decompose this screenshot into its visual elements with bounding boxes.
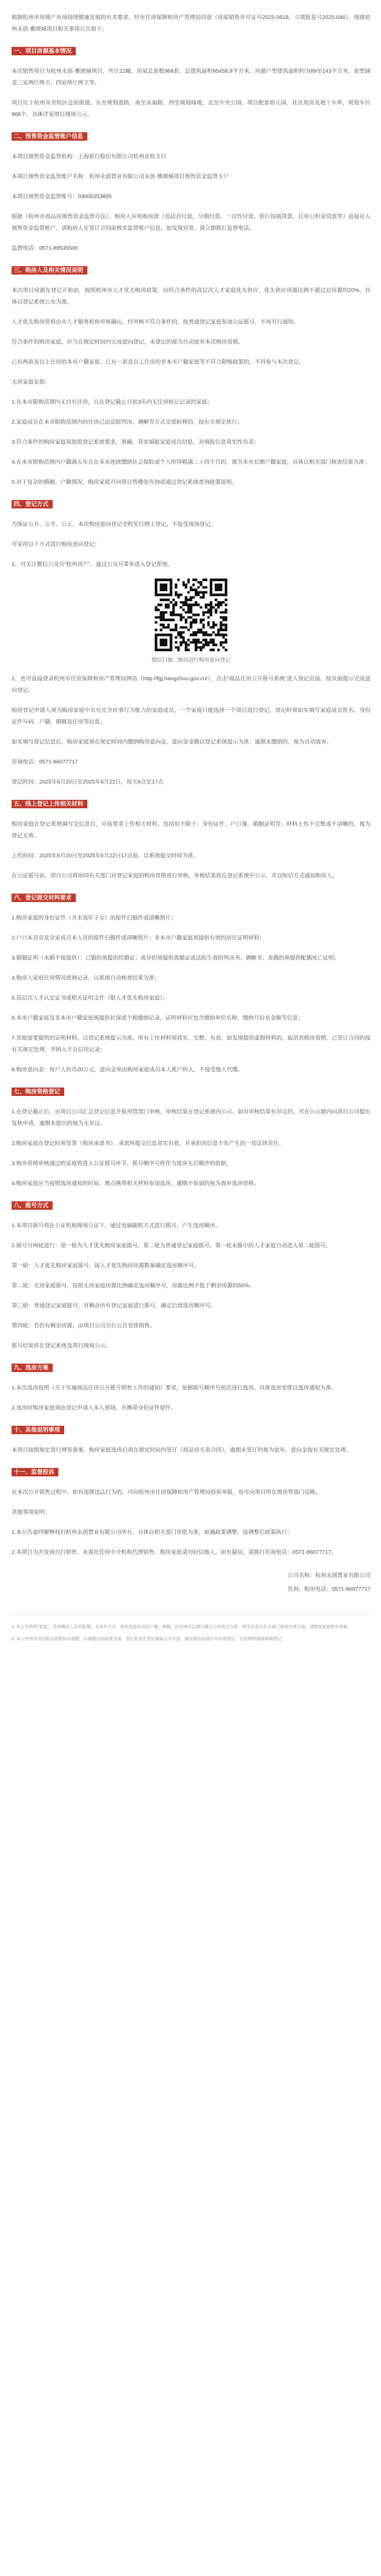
section-paragraph: 4.购房人家庭住房情况查询记录，以系统自动核查结果为准； bbox=[12, 975, 160, 981]
section-paragraph: 1.在登记截止后，由项目公司汇总登记信息并报房管部门审核，审核结果在登记系统内公示。如对审核结果有异议的，可在公示期内向项目公司提出复核申请，逾期未提出的视为无异议。 bbox=[12, 1109, 370, 1127]
section-paragraph: 第三轮：普通登记家庭摇号，对剩余所有登记家庭进行摇号，确定后续选房顺序号。 bbox=[12, 1302, 216, 1309]
section-paragraph: 其他事项说明： bbox=[12, 1509, 51, 1515]
register-paragraph: 咨询电话：0571-86077717 bbox=[12, 759, 78, 765]
section-paragraph: 第一轮：人才优先购房家庭摇号，按人才优先购房房源数量确定选房顺序号。 bbox=[12, 1262, 199, 1269]
qr-code-wrapper bbox=[12, 579, 370, 651]
section-paragraph: 无房家庭是指： bbox=[12, 379, 51, 385]
section-title: 三、购房人及相关情况说明 bbox=[12, 266, 87, 275]
section-heading bbox=[12, 1200, 370, 1211]
section-paragraph: 项目位于杭州市余杭区仓前街道，东至规划道路，南至永福路，西至规划绿地，北至中央公园。项目配套幼儿园、社区用房及地下车库，规划车位968个，具体详见项目现场公示。 bbox=[12, 100, 370, 117]
section-heading bbox=[12, 131, 370, 142]
section-paragraph: 本项目预售资金监管机构：上海银行股份有限公司杭州余杭支行 bbox=[12, 153, 166, 160]
section-paragraph: 8.购房意向金：每户人民币20万元，意向金须由购房家庭成员本人账户转入，不接受他人代缴。 bbox=[12, 1066, 244, 1073]
register-paragraph: 登记时间：2025年6月20日至2025年6月22日，每天9点至17点 bbox=[12, 779, 164, 785]
qr-code-icon bbox=[155, 579, 227, 651]
section-title: 一、项目房源基本情况 bbox=[12, 47, 76, 55]
section-title: 十一、监督投诉 bbox=[12, 1468, 58, 1476]
register-option-2: 2、也可直接登录杭州市住房保障和房产管理局网站（http://fgj.hangzhou.gov.cn/），点击“商品住房公开摇号系统”进入登记页面，按页面提示完成意向登记。 bbox=[12, 675, 370, 693]
section-paragraph: 3.婚姻证明（未婚不需提供）：已婚的须提供结婚证；离异的须提供离婚证或法院生效的判决书、调解书；丧偶的须提供配偶死亡证明； bbox=[12, 955, 340, 961]
section-paragraph: 人才优先购房资格由市人才服务机构审核确认，经审核不符合条件的，按普通登记家庭参加公证摇号，不再另行通知。 bbox=[12, 319, 299, 325]
section-heading bbox=[12, 892, 370, 904]
section-paragraph: 4.购房家庭应当按照选房通知的时间、地点携带相关材料参加选房，逾期不参加的视为放弃选房资格。 bbox=[12, 1180, 259, 1187]
section-paragraph: 1.在本市限购范围内无自有住房，且在登记截止日前3年内无住房转让记录的家庭； bbox=[12, 399, 213, 405]
register-paragraph: 购房登记申请人须为购房家庭中具有完全民事行为能力的家庭成员，一个家庭只能选择一个项目进行登记，登记时须如实填写家庭成员姓名、身份证件号码、户籍、婚姻及住房等信息。 bbox=[12, 707, 370, 725]
section-paragraph: 本次项目房源在登记开始前，按照杭州市人才优先购房政策，向符合条件的高层次人才家庭优先供应，优先供应房源比例不超过总房源的20%，具体以登记系统公布为准。 bbox=[12, 287, 370, 305]
section-paragraph: 2.摇号分两轮进行：第一轮为人才优先购房家庭摇号，第二轮为普通登记家庭摇号。第一轮未摇中的人才家庭自动进入第二轮摇号。 bbox=[12, 1242, 332, 1249]
section-paragraph: 本次销售项目为杭州永创·雅颂城项目，共计22幢，房屋总套数968套，总建筑面积95458.9平方米。房源户型建筑面积约为89至143平方米，套型涵盖三室两厅两卫、四室两厅两卫等。 bbox=[12, 68, 370, 86]
section-heading bbox=[12, 798, 370, 810]
section-title: 八、摇号方式 bbox=[12, 1201, 53, 1210]
section-paragraph: 1.本项目摇号将在公证机构现场公证下，通过电脑随机方式进行摇号，产生选房顺序。 bbox=[12, 1222, 221, 1229]
section-paragraph: 2.购房家庭在登记时须签署《购房承诺书》，承诺所提交信息真实有效，并承担因信息不实产生的一切法律责任。 bbox=[12, 1140, 285, 1147]
section-title: 九、选房方案 bbox=[12, 1364, 53, 1372]
section-paragraph: 1.本公告最终解释权归杭州永创置业有限公司所有，具体以相关部门审批为准，如遇政策调整，按调整后政策执行； bbox=[12, 1529, 293, 1535]
section-paragraph: 在本次公开销售过程中，如有违规违法行为的，可向杭州市住房保障和房产管理局投诉举报，也可向项目所在地房管部门反映。 bbox=[12, 1489, 321, 1495]
section-paragraph: 本项目按照规定进行网签备案，购房家庭选房后须在规定时间内签订《商品房买卖合同》，逾期未签订的视为放弃，意向金按有关规定处理。 bbox=[12, 1447, 352, 1453]
section-paragraph: 第二轮：无房家庭摇号，按照无房家庭房源比例确定选房顺序号，房源比例不低于剩余房源的50%。 bbox=[12, 1282, 255, 1289]
sections-block-1 bbox=[12, 45, 370, 550]
footnote: 2. 本公告所涉及的相关政策如有调整，以调整后的政策为准。登记系统在登记期间全天开放，建议购房家庭尽早完成登记，以免网络拥堵影响登记。 bbox=[12, 1637, 286, 1641]
contact-phone: 咨询、购房电话：0571-86077717 bbox=[287, 1586, 370, 1592]
section-paragraph: 3.购房资格审核通过的家庭将进入公证摇号环节，摇号顺序号将作为选房先后顺序的依据。 bbox=[12, 1160, 232, 1167]
company-name: 公司名称：杭州永创置业有限公司 bbox=[287, 1572, 370, 1579]
section-paragraph: 本项目预售资金监管账号：03006253805 bbox=[12, 193, 112, 200]
section-title: 六、登记提交材料要求 bbox=[12, 894, 76, 902]
section-heading bbox=[12, 1424, 370, 1436]
section-paragraph: 1.本次选房按照《关于实施商品住房公开摇号销售工作的通知》要求，依据摇号顺序号依次进行选房，具体选房安排以选房通知为准。 bbox=[12, 1385, 337, 1391]
qr-caption: 微信扫描二维码进行购房意向登记 bbox=[152, 658, 230, 663]
section-paragraph: 2.选房时购房家庭须由登记申请人本人到场，并携带身份证件原件。 bbox=[12, 1405, 177, 1411]
section-paragraph: 在公证摇号前，项目公司将协同有关部门对登记家庭的购房资格进行审核，审核结果将在登记系统中公示，并以短信方式通知购房人。 bbox=[12, 873, 338, 879]
section-paragraph: 3.符合条件的购房家庭须按照登记系统要求，准确、真实填报家庭成员信息，对填报信息真实性负责； bbox=[12, 439, 259, 445]
section-heading bbox=[12, 1362, 370, 1374]
section-heading bbox=[12, 1086, 370, 1098]
section-paragraph: 为保证公开、公平、公正，本次购房意向登记全程实行网上登记，不接受现场登记。 bbox=[12, 521, 216, 527]
section-paragraph: 摇号结果将在登记系统及项目现场公示。 bbox=[12, 1343, 111, 1349]
section-paragraph: 第四轮：若仍有剩余房源，由项目公司另行公告安排销售。 bbox=[12, 1323, 155, 1329]
section-paragraph: 2.户口本首页及全家成员本人页的原件扫描件或清晰照片；非本市户籍家庭须提供有效的居住证明材料； bbox=[12, 935, 265, 941]
section-heading bbox=[12, 1466, 370, 1478]
footnote: 1. 本公告所称“家庭”，是指购房人及其配偶、未成年子女。购房家庭成员的户籍、婚姻、住房情况以登记截止日的状态为准，相关信息以有关部门核查结果为准，请购房家庭如实申报。 bbox=[12, 1624, 352, 1629]
section-paragraph: 上传时间：2025年6月20日至2025年6月22日17点前，以系统提交时间为准。 bbox=[12, 853, 199, 859]
register-paragraph: 如实填写登记信息后，购房家庭须在规定时间内缴纳购房意向金，意向金金额以登记系统提示为准；逾期未缴纳的，视为自动放弃。 bbox=[12, 739, 332, 745]
section-paragraph: 已有两套及以上住房的本市户籍家庭、已有一套及以上住房的非本市户籍家庭等不符合限购政策的，不得参与本次登记。 bbox=[12, 359, 305, 365]
register-option-1: 1、可关注微信公众号“杭州房产”，通过公众号菜单进入登记系统。 bbox=[12, 561, 173, 567]
section-paragraph: 2.家庭成员在本市限购范围内的住房已由法院判决、调解等方式全部转移的，按有关规定执行； bbox=[12, 419, 243, 425]
section-paragraph: 可采用以下方式进行购房意向登记： bbox=[12, 541, 100, 547]
section-paragraph: 1.购房家庭的身份证件（含未成年子女）的原件扫描件或清晰照片； bbox=[12, 915, 177, 921]
section-title: 二、预售资金监管账户信息 bbox=[12, 132, 87, 141]
signature-block bbox=[12, 1569, 370, 1596]
section-paragraph: 6.本市户籍家庭及非本市户籍家庭需提供社保或个税缴纳记录，证明材料应包含缴纳单位名称、缴纳月份及金额等信息； bbox=[12, 1015, 304, 1021]
section-title: 四、登记方式 bbox=[12, 500, 53, 508]
section-paragraph: 符合条件的购房家庭，应当在规定时间内完成意向登记，未登记的视为自动放弃本次购房资格。 bbox=[12, 339, 244, 345]
section-heading bbox=[12, 45, 370, 57]
sections-block-2 bbox=[12, 798, 370, 1558]
section-paragraph: 5.高层次人才认定证书或相关证明文件（限人才优先购房家庭）； bbox=[12, 995, 168, 1001]
section-paragraph: 根据《杭州市商品房预售资金监管办法》，购房人应将购房款（包括首付款、分期付款、一次性付款、银行按揭贷款、住房公积金贷款等）直接存入预售资金监管账户，请购房人在签订合同前核实监管账户信息。如发现异常，请立即拨打监督电话。 bbox=[12, 213, 370, 231]
intro-paragraph: 根据杭州市房地产市场持续健康发展的有关要求，经市住房保障和房产管理局同意（房屋销售许可证号2025-0618，立项批复号2025-046），现就杭州永创·雅颂城项目相关事项公告如下： bbox=[12, 14, 370, 32]
register-details bbox=[12, 704, 370, 788]
section-paragraph: 2.本项目为开发商自行销售，未委托任何中介机构代理销售，购房家庭请勿轻信他人。如有疑问，请拨打咨询电话：0571-86077717。 bbox=[12, 1549, 337, 1555]
section-paragraph: 7.其他需要提供的证明材料，以登记系统提示为准。所有上传材料须真实、完整、有效，如发现提供虚假材料的，取消其购房资格，已签订合同的按有关规定处理，并纳入不良信用记录； bbox=[12, 1035, 370, 1053]
section-title: 十、其他说明事项 bbox=[12, 1426, 64, 1434]
section-title: 五、线上登记上传相关材料 bbox=[12, 800, 87, 808]
section-paragraph: 5.对于复杂的婚姻、户籍情况，购房家庭可向项目售楼处咨询或通过登记系统查询政策说明。 bbox=[12, 479, 237, 485]
section-paragraph: 本项目预售资金监管账户名称：杭州永创置业有限公司永创·雅颂城项目预售资金监管专户 bbox=[12, 173, 229, 180]
section-paragraph: 监督电话：0571-89535500 bbox=[12, 245, 78, 251]
section-paragraph: 购房家庭在登记系统填写完信息后，应按要求上传相关材料，包括但不限于：身份证件、户口簿、婚姻证明等；材料上传不完整或不清晰的，视为登记无效。 bbox=[12, 821, 370, 839]
section-heading bbox=[12, 498, 370, 510]
footnotes bbox=[12, 1623, 370, 1643]
section-heading bbox=[12, 265, 370, 276]
section-paragraph: 4.在本市限购范围内户籍满五年且在本市连续缴纳社会保险或个人所得税满二十四个月的，视为本市长期户籍家庭，具体以相关部门核查结果为准； bbox=[12, 459, 370, 465]
section-title: 七、购房资格登记 bbox=[12, 1088, 64, 1096]
